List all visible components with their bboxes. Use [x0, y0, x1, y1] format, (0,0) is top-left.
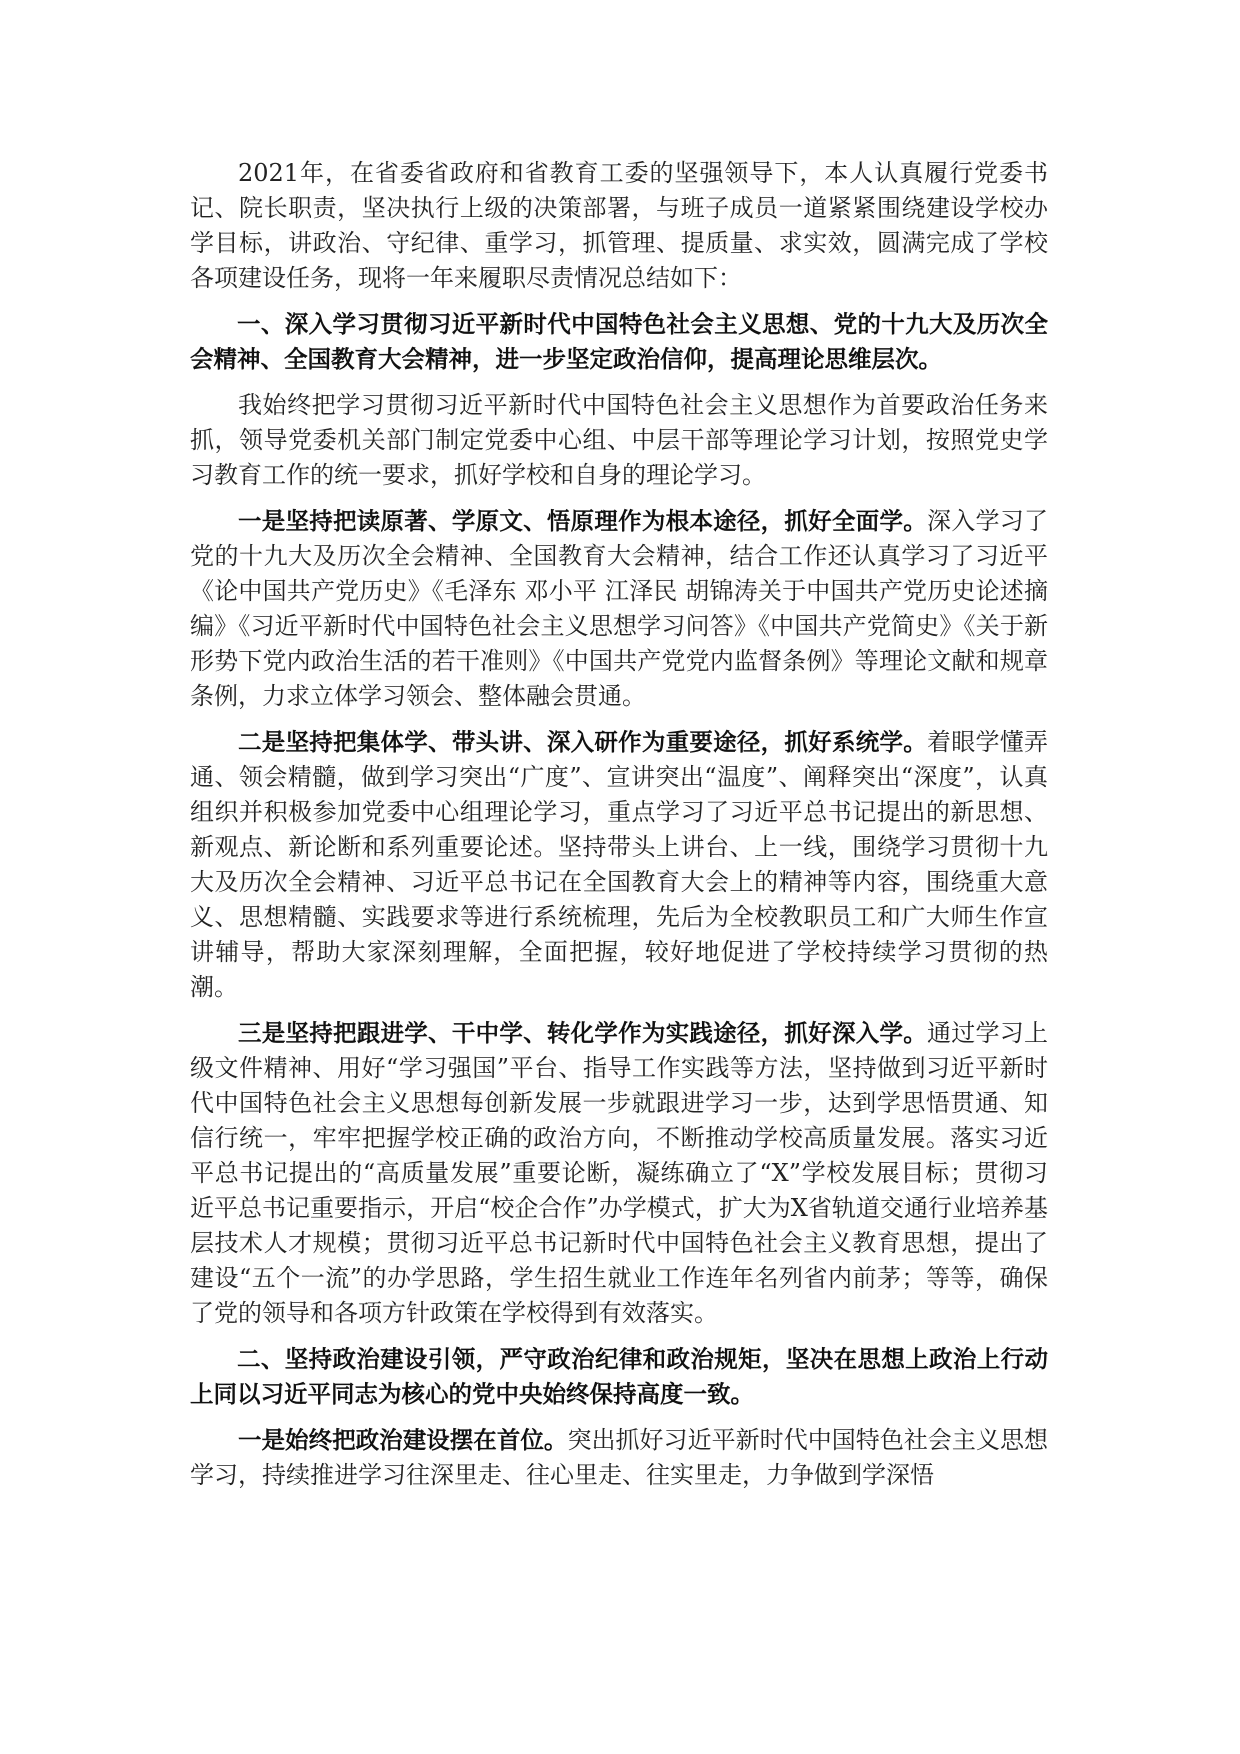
section-1-intro-paragraph: 我始终把学习贯彻习近平新时代中国特色社会主义思想作为首要政治任务来抓，领导党委机关部门制定党委中心组、中层干部等理论学习计划，按照党史学习教育工作的统一要求，抓好学校和自身的理论学习。	[190, 391, 1048, 489]
point-1-paragraph	[190, 504, 1048, 714]
point-3-paragraph	[190, 1016, 1048, 1331]
intro-paragraph: 2021年，在省委省政府和省教育工委的坚强领导下，本人认真履行党委书记、院长职责，坚决执行上级的决策部署，与班子成员一道紧紧围绕建设学校办学目标，讲政治、守纪律、重学习，抓管理、提质量、求实效，圆满完成了学校各项建设任务，现将一年来履职尽责情况总结如下：	[190, 159, 1048, 292]
point-1-body: 深入学习了党的十九大及历次全会精神、全国教育大会精神，结合工作还认真学习了习近平《论中国共产党历史》《毛泽东 邓小平 江泽民 胡锦涛关于中国共产党历史论述摘编》《习近平新时代中国特色社会主义思想学习问答》《中国共产党简史》《关于新形势下党内政治生活的若干准则》《中国共产党党内监督条例》等理论文献和规章条例，力求立体学习领会、整体融会贯通。	[190, 507, 1048, 710]
section-2-point-1-paragraph	[190, 1423, 1048, 1493]
point-1-lead: 一是坚持把读原著、学原文、悟原理作为根本途径，抓好全面学。	[238, 507, 927, 535]
section-heading-2: 二、坚持政治建设引领，严守政治纪律和政治规矩，坚决在思想上政治上行动上同以习近平同志为核心的党中央始终保持高度一致。	[190, 1345, 1048, 1408]
section-2-point-1-body: 突出抓好习近平新时代中国特色社会主义思想学习，持续推进学习往深里走、往心里走、往实里走，力争做到学深悟	[190, 1426, 1049, 1489]
point-2-lead: 二是坚持把集体学、带头讲、深入研作为重要途径，抓好系统学。	[238, 728, 927, 756]
point-2-paragraph	[190, 725, 1048, 1005]
point-3-lead: 三是坚持把跟进学、干中学、转化学作为实践途径，抓好深入学。	[238, 1019, 927, 1047]
document-page	[190, 156, 1048, 1504]
point-2-body: 着眼学懂弄通、领会精髓，做到学习突出“广度”、宣讲突出“温度”、阐释突出“深度”，认真组织并积极参加党委中心组理论学习，重点学习了习近平总书记提出的新思想、新观点、新论断和系列重要论述。坚持带头上讲台、上一线，围绕学习贯彻十九大及历次全会精神、习近平总书记在全国教育大会上的精神等内容，围绕重大意义、思想精髓、实践要求等进行系统梳理，先后为全校教职员工和广大师生作宣讲辅导，帮助大家深刻理解，全面把握，较好地促进了学校持续学习贯彻的热潮。	[190, 728, 1048, 1001]
point-3-body: 通过学习上级文件精神、用好“学习强国”平台、指导工作实践等方法，坚持做到习近平新时代中国特色社会主义思想每创新发展一步就跟进学习一步，达到学思悟贯通、知信行统一，牢牢把握学校正确的政治方向，不断推动学校高质量发展。落实习近平总书记提出的“高质量发展”重要论断，凝练确立了“X”学校发展目标；贯彻习近平总书记重要指示，开启“校企合作”办学模式，扩大为X省轨道交通行业培养基层技术人才规模；贯彻习近平总书记新时代中国特色社会主义教育思想，提出了建设“五个一流”的办学思路，学生招生就业工作连年名列省内前茅；等等，确保了党的领导和各项方针政策在学校得到有效落实。	[190, 1019, 1048, 1327]
section-2-point-1-lead: 一是始终把政治建设摆在首位。	[238, 1426, 568, 1454]
section-heading-1: 一、深入学习贯彻习近平新时代中国特色社会主义思想、党的十九大及历次全会精神、全国教育大会精神，进一步坚定政治信仰，提高理论思维层次。	[190, 310, 1048, 373]
